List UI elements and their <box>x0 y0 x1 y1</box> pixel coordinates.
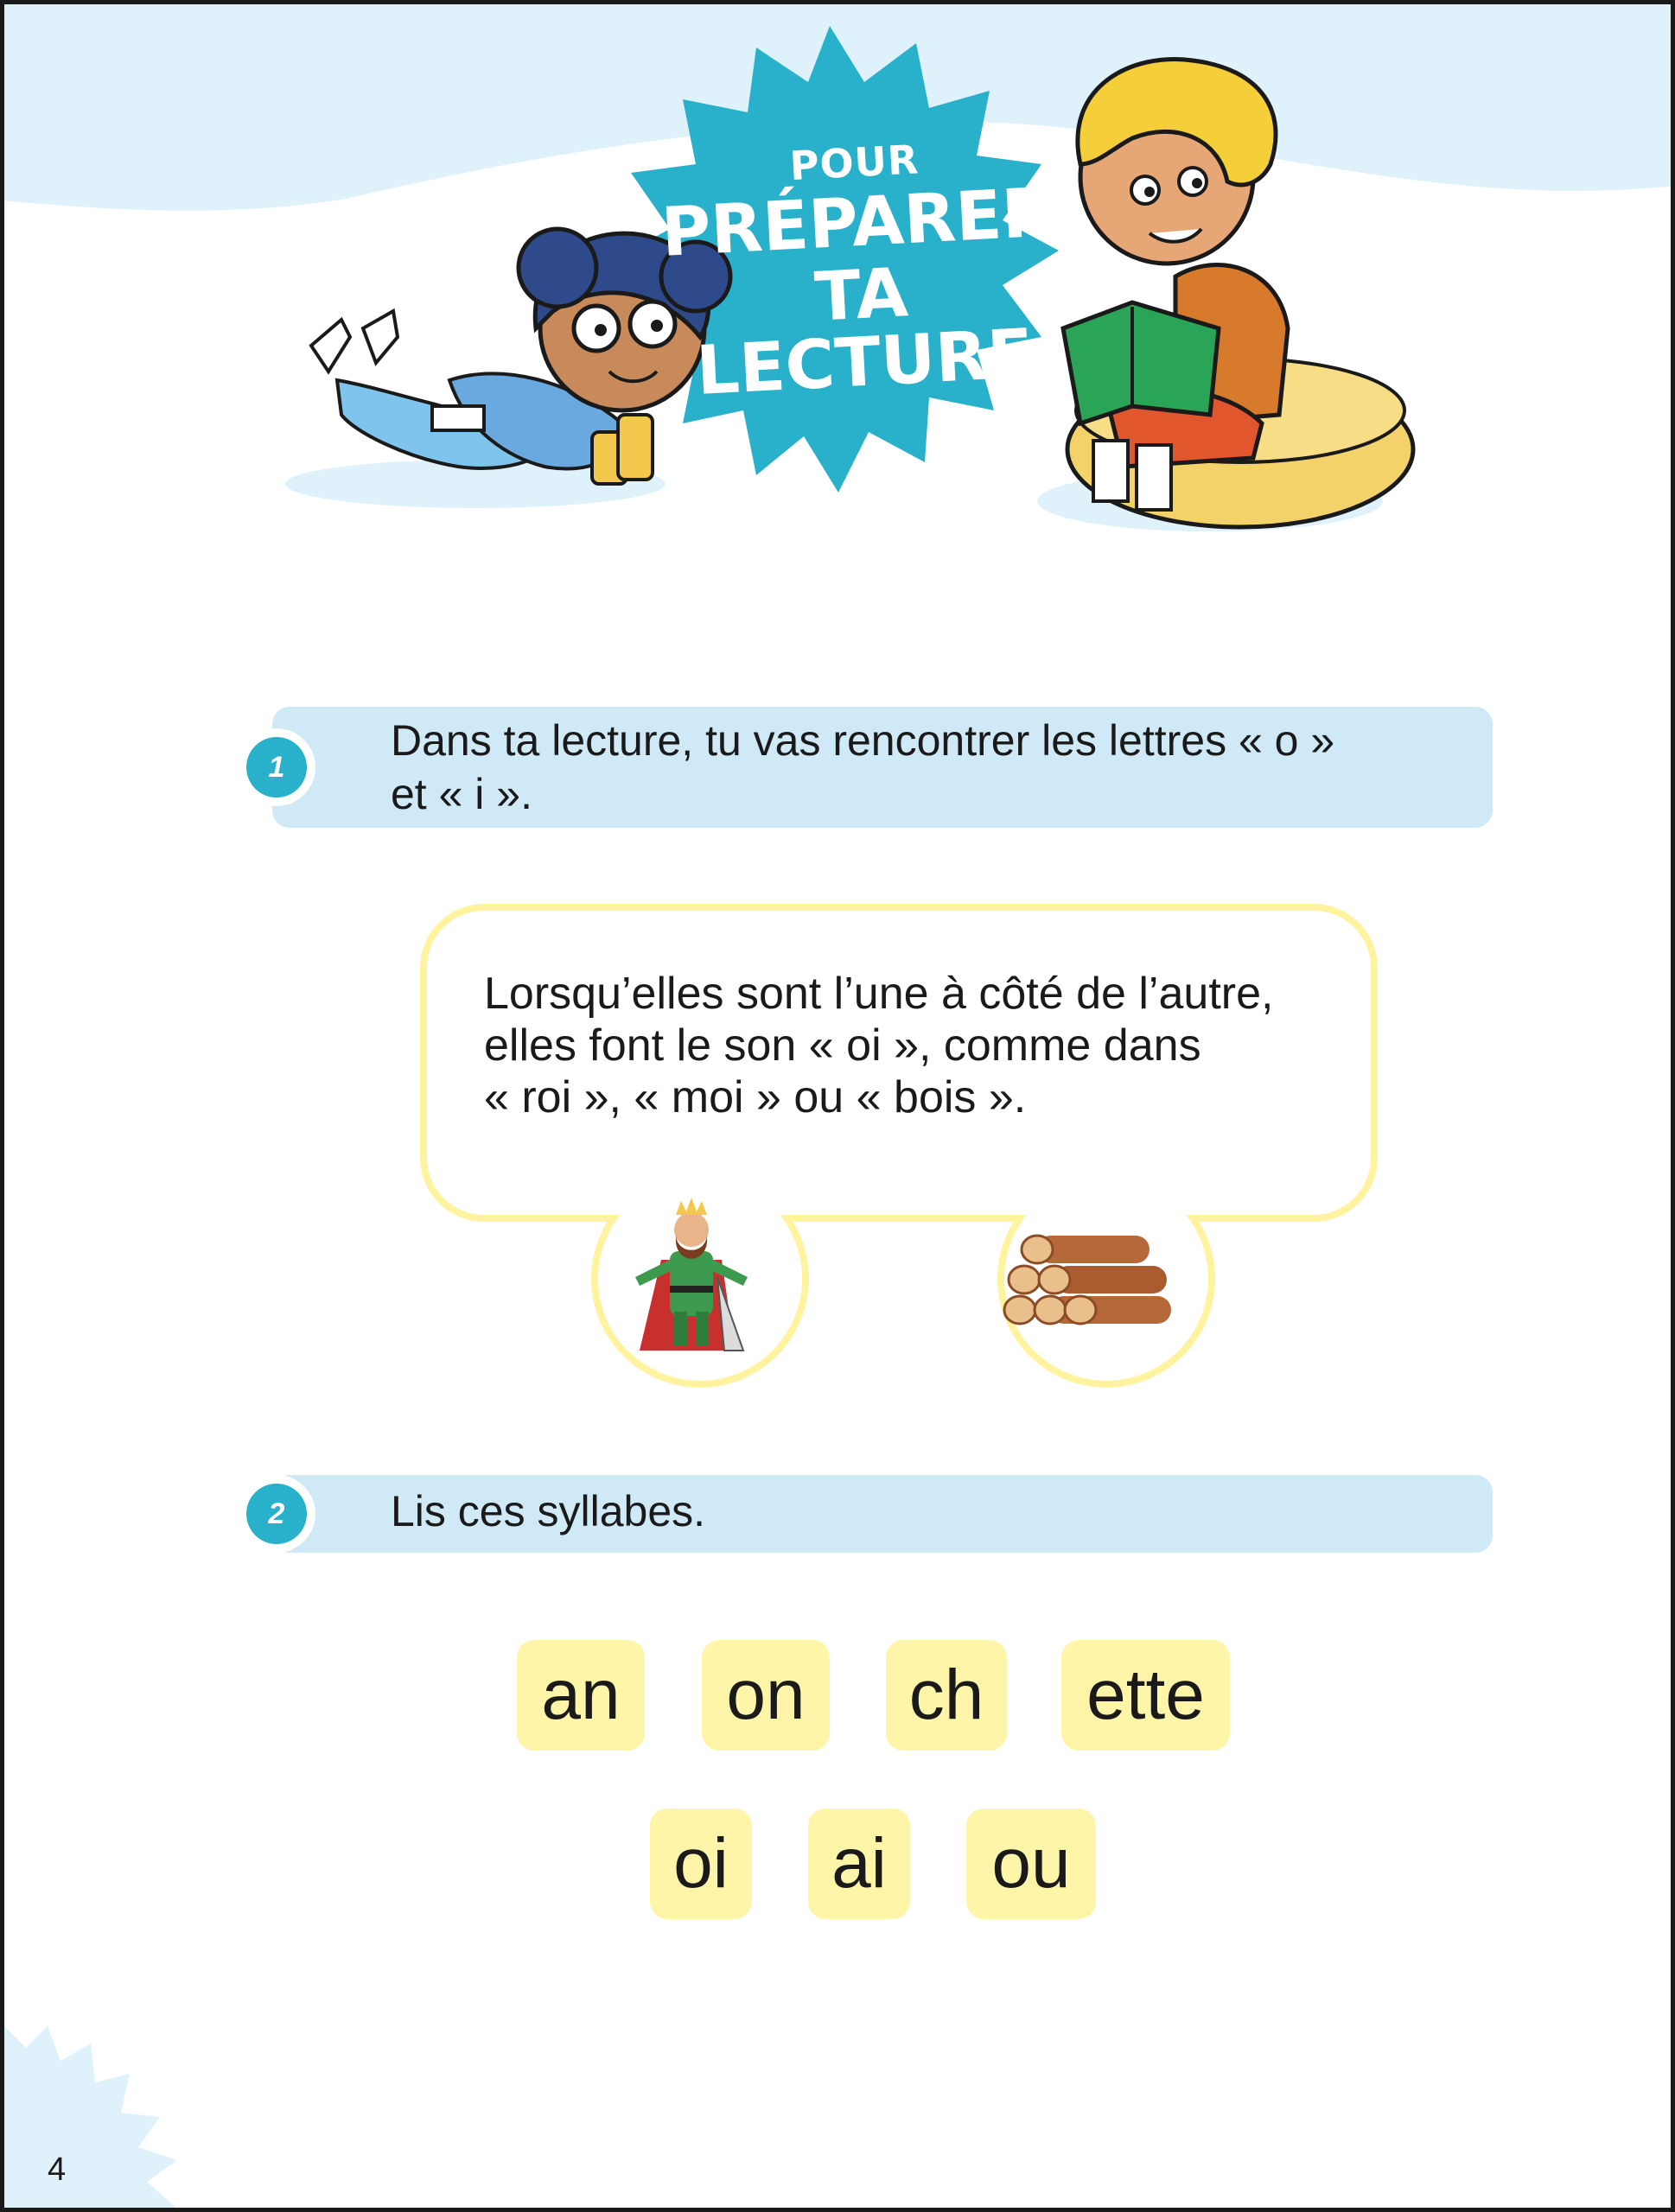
speech-bubble-line1: Lorsqu’elles sont l’une à côté de l’autre, <box>484 969 1274 1019</box>
exercise-1-instruction-line2: et « i ». <box>391 770 532 818</box>
speech-bubble-line3: « roi », « moi » ou « bois ». <box>484 1072 1027 1122</box>
header-title-line2: PRÉPARER <box>659 174 1056 272</box>
syllable-ch: ch <box>886 1640 1007 1751</box>
syllable-an: an <box>517 1640 645 1751</box>
page-number: 4 <box>48 2152 67 2188</box>
header-title-line3: TA LECTURE <box>694 254 1035 410</box>
header-title-line1: POUR <box>788 136 920 190</box>
exercise-1-number: 1 <box>246 737 307 798</box>
exercise-2-instruction: Lis ces syllabes. <box>391 1487 706 1535</box>
syllable-on: on <box>702 1640 830 1751</box>
syllable-ai: ai <box>808 1808 910 1919</box>
exercise-1-instruction-line1: Dans ta lecture, tu vas rencontrer les lettres « o » <box>391 716 1335 765</box>
syllable-ou: ou <box>966 1808 1096 1919</box>
speech-bubble-line2: elles font le son « oi », comme dans <box>484 1020 1201 1071</box>
syllable-oi: oi <box>650 1808 752 1919</box>
exercise-2-number: 2 <box>246 1484 307 1544</box>
syllable-ette: ette <box>1061 1640 1230 1751</box>
